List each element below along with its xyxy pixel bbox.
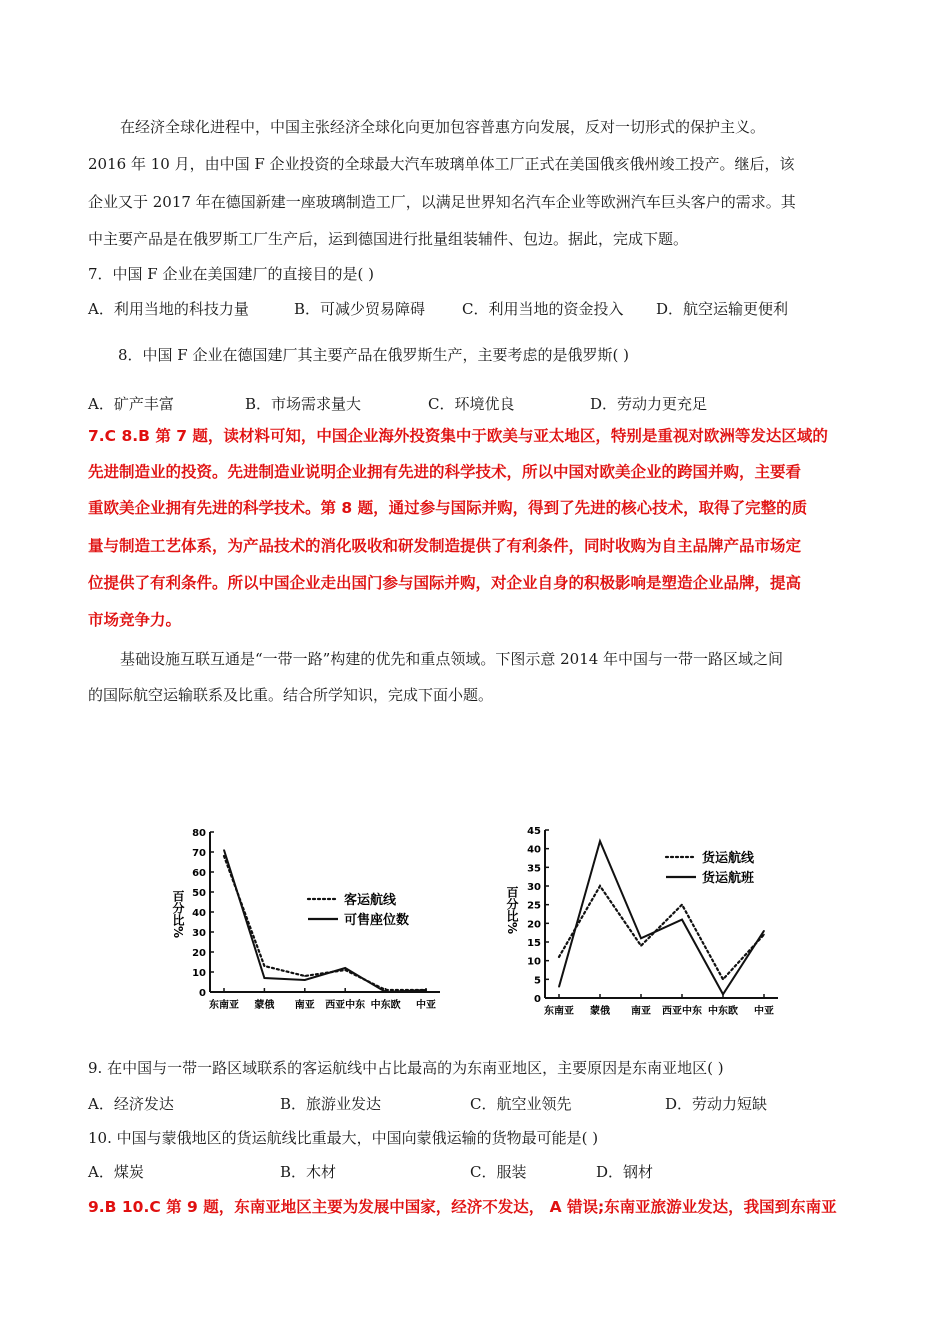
q7-stem: 7．中国 F 企业在美国建厂的直接目的是( ) [88, 265, 374, 283]
q7-option-d: D．航空运输更便利 [656, 300, 789, 318]
q8-option-a: A．矿产丰富 [88, 395, 174, 413]
data-point [264, 977, 266, 979]
y-tick-label: 0 [199, 988, 206, 999]
passage2-line: 的国际航空运输联系及比重。结合所学知识，完成下面小题。 [88, 686, 494, 704]
x-tick-label: 中亚 [416, 1000, 436, 1011]
q8-option-b: B．市场需求量大 [245, 395, 362, 413]
q9-option-a: A．经济发达 [88, 1095, 174, 1113]
q7-option-b: B．可减少贸易障碍 [294, 300, 426, 318]
x-tick-label: 东南亚 [544, 1006, 574, 1017]
answer1-line: 量与制造工艺体系，为产品技术的消化吸收和研发制造提供了有利条件，同时收购为自主品牌产品市场定 [88, 537, 802, 555]
y-tick-label: 10 [192, 968, 206, 979]
q9-stem: 9. 在中国与一带一路区域联系的客运航线中占比最高的为东南亚地区，主要原因是东南亚地区( ) [88, 1059, 724, 1077]
y-tick-label: 40 [192, 908, 206, 919]
q8-stem: 8．中国 F 企业在德国建厂其主要产品在俄罗斯生产，主要考虑的是俄罗斯( ) [118, 346, 629, 364]
q7-option-c: C．利用当地的资金投入 [462, 300, 624, 318]
passage1-line: 中主要产品是在俄罗斯工厂生产后，运到德国进行批量组装辅件、包边。据此，完成下题。 [88, 230, 689, 248]
data-point [640, 945, 642, 947]
x-tick-label: 中东欧 [708, 1006, 738, 1017]
data-point [763, 934, 765, 936]
legend-label: 货运航线 [702, 851, 755, 866]
data-point [722, 993, 724, 995]
data-point [304, 975, 306, 977]
data-point [681, 904, 683, 906]
q9-option-d: D．劳动力短缺 [665, 1095, 768, 1113]
passage1-line: 2016 年 10 月，由中国 F 企业投资的全球最大汽车玻璃单体工厂正式在美国俄亥俄州竣工投产。继后，该 [88, 155, 795, 173]
passage1-line: 在经济全球化进程中，中国主张经济全球化向更加包容普惠方向发展，反对一切形式的保护主义。 [120, 118, 766, 136]
y-axis-label: 百分比% [171, 890, 185, 939]
y-tick-label: 35 [527, 863, 541, 875]
q9-option-c: C．航空业领先 [470, 1095, 572, 1113]
x-tick-label: 蒙俄 [254, 1000, 275, 1011]
data-point [763, 930, 765, 932]
y-tick-label: 25 [527, 900, 541, 912]
q9-option-b: B．旅游业发达 [280, 1095, 382, 1113]
y-tick-label: 5 [534, 975, 541, 987]
y-tick-label: 30 [527, 882, 541, 893]
y-tick-label: 20 [527, 919, 541, 931]
y-tick-label: 30 [192, 928, 206, 939]
series-line-dotted [559, 886, 764, 979]
x-tick-label: 南亚 [294, 1000, 315, 1011]
data-point [681, 919, 683, 921]
y-tick-label: 45 [527, 826, 541, 837]
data-point [599, 840, 601, 842]
y-tick-label: 50 [192, 888, 206, 899]
q8-option-c: C．环境优良 [428, 395, 515, 413]
passage2-line: 基础设施互联互通是“一带一路”构建的优先和重点领域。下图示意 2014 年中国与一带一路区域之间 [120, 650, 784, 668]
passage1-line: 企业又于 2017 年在德国新建一座玻璃制造工厂，以满足世界知名汽车企业等欧洲汽车巨头客户的需求。其 [88, 193, 796, 211]
x-tick-label: 西亚中东 [662, 1006, 702, 1017]
data-point [264, 965, 266, 967]
data-point [385, 991, 387, 993]
data-point [304, 979, 306, 981]
y-axis-label: 百分比% [505, 886, 519, 935]
legend-label: 货运航班 [702, 871, 755, 886]
q10-option-a: A．煤炭 [88, 1163, 144, 1181]
y-tick-label: 15 [527, 938, 541, 949]
data-point [344, 967, 346, 969]
q8-option-d: D．劳动力更充足 [590, 395, 708, 413]
data-point [558, 986, 560, 988]
q10-stem: 10. 中国与蒙俄地区的货运航线比重最大，中国向蒙俄运输的货物最可能是( ) [88, 1129, 599, 1147]
q7-option-a: A．利用当地的科技力量 [88, 300, 249, 318]
answer1-line: 重欧美企业拥有先进的科学技术。第 8 题，通过参与国际并购，得到了先进的核心技术，取得了完整的质 [88, 499, 808, 517]
passenger-chart [160, 820, 460, 1020]
data-point [425, 989, 427, 991]
x-tick-label: 西亚中东 [325, 1000, 366, 1011]
x-tick-label: 中亚 [754, 1006, 774, 1017]
data-point [558, 956, 560, 958]
cargo-chart [500, 820, 800, 1030]
answer1-line: 市场竞争力。 [88, 611, 182, 629]
y-tick-label: 60 [192, 868, 206, 879]
q10-option-b: B．木材 [280, 1163, 337, 1181]
legend-label: 客运航线 [344, 893, 397, 908]
y-tick-label: 20 [192, 948, 206, 959]
data-point [599, 885, 601, 887]
y-tick-label: 10 [527, 956, 541, 968]
x-tick-label: 中东欧 [370, 1000, 401, 1011]
answer2-line: 9.B 10.C 第 9 题，东南亚地区主要为发展中国家，经济不发达， A 错误;东南亚旅游业发达，我国到东南亚 [88, 1198, 837, 1216]
answer1-line: 位提供了有利条件。所以中国企业走出国门参与国际并购，对企业自身的积极影响是塑造企业品牌，提高 [88, 574, 802, 592]
y-tick-label: 0 [534, 994, 541, 1005]
data-point [223, 849, 225, 851]
data-point [223, 855, 225, 857]
y-tick-label: 40 [527, 844, 541, 856]
y-tick-label: 80 [192, 828, 206, 839]
data-point [722, 979, 724, 981]
q10-option-d: D．钢材 [596, 1163, 654, 1181]
y-tick-label: 70 [192, 848, 206, 859]
x-tick-label: 蒙俄 [590, 1006, 610, 1017]
answer1-line: 7.C 8.B 第 7 题，读材料可知，中国企业海外投资集中于欧美与亚太地区，特别是重视对欧洲等发达区域的 [88, 427, 828, 445]
answer1-line: 先进制造业的投资。先进制造业说明企业拥有先进的科学技术，所以中国对欧美企业的跨国并购，主要看 [88, 463, 802, 481]
x-tick-label: 南亚 [631, 1006, 651, 1017]
legend-label: 可售座位数 [344, 913, 410, 928]
q10-option-c: C．服装 [470, 1163, 527, 1181]
x-tick-label: 东南亚 [209, 1000, 239, 1011]
data-point [640, 937, 642, 939]
